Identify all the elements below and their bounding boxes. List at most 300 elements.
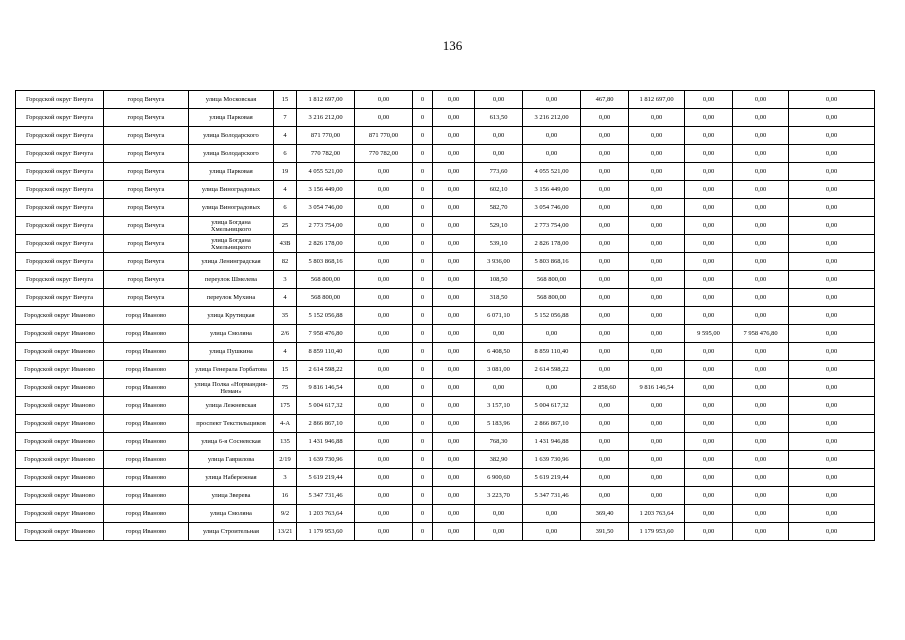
cell-cost-col-14: 0,00: [733, 181, 789, 199]
cell-cost-col-15: 0,00: [789, 307, 875, 325]
cell-house-number: 16: [274, 487, 297, 505]
cell-area-col-9: 6 900,60: [475, 469, 523, 487]
cell-municipality: Городской округ Вичуга: [16, 217, 104, 235]
cell-street: переулок Мухина: [189, 289, 274, 307]
cell-area-col-13: 0,00: [685, 307, 733, 325]
cell-cost-col-8: 0,00: [433, 523, 475, 541]
cell-area-col-11: 0,00: [581, 289, 629, 307]
cell-area-col-9: 3 081,00: [475, 361, 523, 379]
cell-cost-col-14: 0,00: [733, 235, 789, 253]
cell-area-col-9: 6 408,50: [475, 343, 523, 361]
cell-street: улица Полка «Нормандия-Неман»: [189, 379, 274, 397]
cell-cost-col-10: 0,00: [523, 91, 581, 109]
cell-cost-col-12: 0,00: [629, 235, 685, 253]
cell-count-col-7: 0: [413, 253, 433, 271]
cell-cost-col-12: 0,00: [629, 325, 685, 343]
cell-total-cost: 9 816 146,54: [297, 379, 355, 397]
table-row: [16, 109, 875, 127]
cell-cost-col-12: 0,00: [629, 469, 685, 487]
cell-count-col-7: 0: [413, 289, 433, 307]
cell-count-col-7: 0: [413, 127, 433, 145]
cell-cost-col-12: 0,00: [629, 181, 685, 199]
cell-cost-col-14: 0,00: [733, 433, 789, 451]
cell-street: улица Генерала Горбатова: [189, 361, 274, 379]
cell-locality: город Вичуга: [104, 127, 189, 145]
cell-cost-col-14: 0,00: [733, 451, 789, 469]
cell-count-col-7: 0: [413, 487, 433, 505]
cell-area-col-9: 6 071,10: [475, 307, 523, 325]
cell-cost-col-14: 0,00: [733, 199, 789, 217]
cell-cost-col-8: 0,00: [433, 505, 475, 523]
cell-cost-col-14: 0,00: [733, 307, 789, 325]
cell-area-col-13: 0,00: [685, 163, 733, 181]
cell-total-cost: 568 800,00: [297, 271, 355, 289]
cell-house-number: 43В: [274, 235, 297, 253]
cell-cost-col-12: 0,00: [629, 415, 685, 433]
cell-area-col-13: 0,00: [685, 379, 733, 397]
cell-area-col-13: 0,00: [685, 199, 733, 217]
cell-area-col-13: 0,00: [685, 397, 733, 415]
cell-municipality: Городской округ Иваново: [16, 343, 104, 361]
cell-cost-col-10: 1 431 946,88: [523, 433, 581, 451]
cell-cost-col-8: 0,00: [433, 433, 475, 451]
cell-street: проспект Текстильщиков: [189, 415, 274, 433]
cell-cost-col-6: 0,00: [355, 361, 413, 379]
cell-cost-col-12: 0,00: [629, 289, 685, 307]
cell-house-number: 4: [274, 343, 297, 361]
cell-area-col-13: 9 595,00: [685, 325, 733, 343]
cell-cost-col-15: 0,00: [789, 325, 875, 343]
cell-municipality: Городской округ Иваново: [16, 397, 104, 415]
cell-cost-col-15: 0,00: [789, 253, 875, 271]
cell-area-col-11: 0,00: [581, 487, 629, 505]
table-row: [16, 235, 875, 253]
cell-cost-col-6: 0,00: [355, 451, 413, 469]
cell-area-col-9: 3 223,70: [475, 487, 523, 505]
cell-cost-col-14: 0,00: [733, 379, 789, 397]
cell-cost-col-6: 0,00: [355, 343, 413, 361]
cell-cost-col-12: 0,00: [629, 199, 685, 217]
cell-municipality: Городской округ Вичуга: [16, 109, 104, 127]
cell-house-number: 25: [274, 217, 297, 235]
cell-cost-col-12: 0,00: [629, 451, 685, 469]
cell-cost-col-6: 0,00: [355, 433, 413, 451]
cell-total-cost: 770 782,00: [297, 145, 355, 163]
cell-street: улица Богдана Хмельницкого: [189, 217, 274, 235]
cell-cost-col-10: 8 859 110,40: [523, 343, 581, 361]
cell-cost-col-6: 0,00: [355, 217, 413, 235]
cell-cost-col-14: 0,00: [733, 505, 789, 523]
cell-municipality: Городской округ Иваново: [16, 487, 104, 505]
cell-area-col-11: 0,00: [581, 361, 629, 379]
cell-cost-col-12: 0,00: [629, 127, 685, 145]
table-row: [16, 199, 875, 217]
cell-cost-col-12: 0,00: [629, 361, 685, 379]
cell-cost-col-15: 0,00: [789, 127, 875, 145]
cell-area-col-11: 0,00: [581, 217, 629, 235]
cell-cost-col-6: 0,00: [355, 199, 413, 217]
table-row: [16, 217, 875, 235]
cell-street: улица Виноградовых: [189, 199, 274, 217]
cell-cost-col-6: 0,00: [355, 379, 413, 397]
cell-area-col-11: 0,00: [581, 109, 629, 127]
cell-area-col-9: 318,50: [475, 289, 523, 307]
cell-cost-col-14: 0,00: [733, 109, 789, 127]
cell-area-col-11: 0,00: [581, 163, 629, 181]
cell-street: улица Парковая: [189, 163, 274, 181]
cell-cost-col-14: 0,00: [733, 397, 789, 415]
cell-cost-col-15: 0,00: [789, 451, 875, 469]
cell-cost-col-8: 0,00: [433, 451, 475, 469]
cell-municipality: Городской округ Вичуга: [16, 235, 104, 253]
cell-cost-col-15: 0,00: [789, 361, 875, 379]
table-body: [16, 91, 875, 541]
table-row: [16, 307, 875, 325]
cell-house-number: 4: [274, 289, 297, 307]
cell-cost-col-6: 0,00: [355, 253, 413, 271]
cell-street: улица Набережная: [189, 469, 274, 487]
cell-area-col-11: 0,00: [581, 343, 629, 361]
cell-cost-col-8: 0,00: [433, 181, 475, 199]
table-row: [16, 289, 875, 307]
cell-locality: город Иваново: [104, 307, 189, 325]
cell-street: улица Смоляна: [189, 325, 274, 343]
cell-cost-col-6: 0,00: [355, 181, 413, 199]
cell-total-cost: 871 770,00: [297, 127, 355, 145]
cell-area-col-11: 0,00: [581, 415, 629, 433]
cell-area-col-11: 0,00: [581, 199, 629, 217]
cell-area-col-9: 382,90: [475, 451, 523, 469]
cell-area-col-13: 0,00: [685, 415, 733, 433]
cell-count-col-7: 0: [413, 91, 433, 109]
cell-total-cost: 5 619 219,44: [297, 469, 355, 487]
cell-locality: город Иваново: [104, 397, 189, 415]
cell-municipality: Городской округ Вичуга: [16, 145, 104, 163]
cell-cost-col-15: 0,00: [789, 163, 875, 181]
cell-area-col-11: 0,00: [581, 253, 629, 271]
cell-cost-col-10: 2 773 754,00: [523, 217, 581, 235]
cell-area-col-9: 0,00: [475, 523, 523, 541]
cell-municipality: Городской округ Иваново: [16, 451, 104, 469]
cell-area-col-11: 0,00: [581, 397, 629, 415]
cell-count-col-7: 0: [413, 181, 433, 199]
cell-cost-col-8: 0,00: [433, 271, 475, 289]
cell-locality: город Вичуга: [104, 145, 189, 163]
cell-count-col-7: 0: [413, 469, 433, 487]
cell-cost-col-6: 0,00: [355, 163, 413, 181]
cell-cost-col-14: 0,00: [733, 91, 789, 109]
housing-registry-table: [15, 90, 875, 541]
cell-house-number: 135: [274, 433, 297, 451]
cell-area-col-13: 0,00: [685, 487, 733, 505]
cell-count-col-7: 0: [413, 505, 433, 523]
cell-cost-col-6: 0,00: [355, 289, 413, 307]
cell-area-col-13: 0,00: [685, 145, 733, 163]
cell-area-col-11: 0,00: [581, 307, 629, 325]
cell-area-col-11: 0,00: [581, 451, 629, 469]
cell-area-col-11: 2 858,60: [581, 379, 629, 397]
cell-area-col-13: 0,00: [685, 235, 733, 253]
cell-cost-col-14: 0,00: [733, 487, 789, 505]
table-row: [16, 451, 875, 469]
cell-count-col-7: 0: [413, 343, 433, 361]
cell-cost-col-12: 0,00: [629, 397, 685, 415]
cell-municipality: Городской округ Вичуга: [16, 127, 104, 145]
cell-cost-col-8: 0,00: [433, 415, 475, 433]
cell-street: улица Володарского: [189, 127, 274, 145]
cell-count-col-7: 0: [413, 199, 433, 217]
cell-cost-col-6: 0,00: [355, 397, 413, 415]
cell-area-col-9: 3 936,00: [475, 253, 523, 271]
cell-area-col-11: 0,00: [581, 235, 629, 253]
cell-cost-col-15: 0,00: [789, 487, 875, 505]
cell-cost-col-12: 0,00: [629, 217, 685, 235]
cell-locality: город Вичуга: [104, 91, 189, 109]
cell-cost-col-14: 0,00: [733, 253, 789, 271]
cell-cost-col-14: 0,00: [733, 289, 789, 307]
cell-municipality: Городской округ Иваново: [16, 505, 104, 523]
cell-locality: город Иваново: [104, 451, 189, 469]
cell-area-col-11: 0,00: [581, 127, 629, 145]
cell-cost-col-8: 0,00: [433, 397, 475, 415]
cell-count-col-7: 0: [413, 433, 433, 451]
cell-total-cost: 5 347 731,46: [297, 487, 355, 505]
cell-cost-col-6: 0,00: [355, 109, 413, 127]
cell-area-col-9: 0,00: [475, 325, 523, 343]
cell-area-col-11: 0,00: [581, 271, 629, 289]
cell-count-col-7: 0: [413, 451, 433, 469]
cell-cost-col-6: 0,00: [355, 469, 413, 487]
cell-street: улица Московская: [189, 91, 274, 109]
cell-cost-col-6: 0,00: [355, 415, 413, 433]
cell-cost-col-14: 0,00: [733, 361, 789, 379]
cell-count-col-7: 0: [413, 325, 433, 343]
table-row: [16, 415, 875, 433]
cell-cost-col-10: 3 216 212,00: [523, 109, 581, 127]
cell-area-col-9: 3 157,10: [475, 397, 523, 415]
cell-area-col-11: 0,00: [581, 433, 629, 451]
cell-locality: город Вичуга: [104, 235, 189, 253]
cell-locality: город Вичуга: [104, 163, 189, 181]
cell-cost-col-12: 0,00: [629, 343, 685, 361]
cell-count-col-7: 0: [413, 145, 433, 163]
cell-street: улица Богдана Хмельницкого: [189, 235, 274, 253]
cell-cost-col-8: 0,00: [433, 361, 475, 379]
cell-total-cost: 3 156 449,00: [297, 181, 355, 199]
cell-area-col-11: 391,50: [581, 523, 629, 541]
cell-municipality: Городской округ Вичуга: [16, 199, 104, 217]
cell-locality: город Вичуга: [104, 253, 189, 271]
cell-cost-col-12: 0,00: [629, 145, 685, 163]
cell-cost-col-15: 0,00: [789, 199, 875, 217]
cell-cost-col-10: 1 639 730,96: [523, 451, 581, 469]
cell-cost-col-10: 568 800,00: [523, 289, 581, 307]
cell-street: улица Строительная: [189, 523, 274, 541]
cell-cost-col-10: 0,00: [523, 523, 581, 541]
cell-municipality: Городской округ Вичуга: [16, 181, 104, 199]
cell-cost-col-6: 0,00: [355, 487, 413, 505]
cell-house-number: 6: [274, 145, 297, 163]
cell-house-number: 6: [274, 199, 297, 217]
cell-total-cost: 5 004 617,32: [297, 397, 355, 415]
cell-count-col-7: 0: [413, 109, 433, 127]
table-row: [16, 397, 875, 415]
cell-count-col-7: 0: [413, 163, 433, 181]
cell-municipality: Городской округ Вичуга: [16, 271, 104, 289]
table-row: [16, 145, 875, 163]
cell-cost-col-10: 0,00: [523, 505, 581, 523]
cell-house-number: 9/2: [274, 505, 297, 523]
cell-locality: город Иваново: [104, 361, 189, 379]
cell-locality: город Вичуга: [104, 289, 189, 307]
cell-area-col-13: 0,00: [685, 271, 733, 289]
cell-cost-col-6: 0,00: [355, 505, 413, 523]
cell-count-col-7: 0: [413, 415, 433, 433]
table-row: [16, 469, 875, 487]
cell-cost-col-8: 0,00: [433, 379, 475, 397]
cell-cost-col-8: 0,00: [433, 127, 475, 145]
cell-cost-col-8: 0,00: [433, 253, 475, 271]
cell-cost-col-12: 0,00: [629, 109, 685, 127]
cell-total-cost: 2 773 754,00: [297, 217, 355, 235]
cell-municipality: Городской округ Иваново: [16, 379, 104, 397]
table-row: [16, 271, 875, 289]
cell-cost-col-8: 0,00: [433, 199, 475, 217]
cell-count-col-7: 0: [413, 217, 433, 235]
cell-area-col-11: 369,40: [581, 505, 629, 523]
table-row: [16, 433, 875, 451]
cell-cost-col-14: 0,00: [733, 469, 789, 487]
cell-area-col-11: 0,00: [581, 145, 629, 163]
cell-cost-col-10: 3 054 746,00: [523, 199, 581, 217]
cell-cost-col-12: 1 812 697,00: [629, 91, 685, 109]
cell-total-cost: 3 216 212,00: [297, 109, 355, 127]
cell-municipality: Городской округ Иваново: [16, 307, 104, 325]
cell-count-col-7: 0: [413, 523, 433, 541]
cell-street: улица Зверева: [189, 487, 274, 505]
cell-area-col-9: 539,10: [475, 235, 523, 253]
cell-area-col-11: 467,80: [581, 91, 629, 109]
table-row: [16, 379, 875, 397]
cell-cost-col-6: 770 782,00: [355, 145, 413, 163]
table-row: [16, 343, 875, 361]
cell-locality: город Иваново: [104, 487, 189, 505]
cell-house-number: 3: [274, 271, 297, 289]
cell-street: улица Крутицкая: [189, 307, 274, 325]
cell-count-col-7: 0: [413, 361, 433, 379]
cell-locality: город Вичуга: [104, 199, 189, 217]
cell-total-cost: 8 859 110,40: [297, 343, 355, 361]
cell-locality: город Вичуга: [104, 109, 189, 127]
cell-total-cost: 5 152 056,88: [297, 307, 355, 325]
cell-house-number: 4-А: [274, 415, 297, 433]
cell-cost-col-10: 5 619 219,44: [523, 469, 581, 487]
cell-locality: город Иваново: [104, 433, 189, 451]
cell-area-col-9: 773,60: [475, 163, 523, 181]
cell-house-number: 4: [274, 181, 297, 199]
cell-cost-col-14: 0,00: [733, 343, 789, 361]
cell-municipality: Городской округ Иваново: [16, 469, 104, 487]
cell-locality: город Вичуга: [104, 181, 189, 199]
cell-count-col-7: 0: [413, 271, 433, 289]
cell-area-col-13: 0,00: [685, 433, 733, 451]
cell-area-col-9: 5 183,96: [475, 415, 523, 433]
cell-total-cost: 1 639 730,96: [297, 451, 355, 469]
cell-cost-col-10: 4 055 521,00: [523, 163, 581, 181]
cell-municipality: Городской округ Вичуга: [16, 253, 104, 271]
cell-cost-col-8: 0,00: [433, 289, 475, 307]
cell-cost-col-10: 568 800,00: [523, 271, 581, 289]
cell-locality: город Иваново: [104, 505, 189, 523]
cell-cost-col-15: 0,00: [789, 433, 875, 451]
cell-locality: город Вичуга: [104, 217, 189, 235]
cell-total-cost: 3 054 746,00: [297, 199, 355, 217]
cell-house-number: 15: [274, 91, 297, 109]
cell-area-col-9: 582,70: [475, 199, 523, 217]
cell-cost-col-14: 0,00: [733, 127, 789, 145]
cell-cost-col-10: 5 803 868,16: [523, 253, 581, 271]
cell-cost-col-6: 0,00: [355, 271, 413, 289]
cell-total-cost: 2 614 598,22: [297, 361, 355, 379]
cell-house-number: 75: [274, 379, 297, 397]
cell-cost-col-12: 1 203 763,64: [629, 505, 685, 523]
cell-cost-col-10: 2 826 178,00: [523, 235, 581, 253]
cell-total-cost: 2 826 178,00: [297, 235, 355, 253]
cell-cost-col-12: 0,00: [629, 433, 685, 451]
cell-cost-col-12: 9 816 146,54: [629, 379, 685, 397]
table-row: [16, 253, 875, 271]
cell-area-col-9: 613,50: [475, 109, 523, 127]
cell-cost-col-14: 0,00: [733, 415, 789, 433]
cell-total-cost: 5 803 868,16: [297, 253, 355, 271]
cell-area-col-13: 0,00: [685, 91, 733, 109]
cell-cost-col-8: 0,00: [433, 217, 475, 235]
cell-cost-col-14: 0,00: [733, 523, 789, 541]
cell-total-cost: 4 055 521,00: [297, 163, 355, 181]
cell-area-col-13: 0,00: [685, 469, 733, 487]
cell-cost-col-8: 0,00: [433, 91, 475, 109]
cell-street: улица Лежневская: [189, 397, 274, 415]
table-row: [16, 325, 875, 343]
cell-street: улица Парковая: [189, 109, 274, 127]
cell-cost-col-8: 0,00: [433, 343, 475, 361]
table-row: [16, 181, 875, 199]
cell-house-number: 82: [274, 253, 297, 271]
cell-locality: город Иваново: [104, 469, 189, 487]
cell-cost-col-10: 0,00: [523, 127, 581, 145]
cell-house-number: 7: [274, 109, 297, 127]
cell-area-col-9: 602,10: [475, 181, 523, 199]
cell-cost-col-15: 0,00: [789, 415, 875, 433]
cell-cost-col-6: 0,00: [355, 325, 413, 343]
cell-area-col-13: 0,00: [685, 109, 733, 127]
cell-area-col-13: 0,00: [685, 361, 733, 379]
cell-area-col-11: 0,00: [581, 325, 629, 343]
cell-municipality: Городской округ Вичуга: [16, 91, 104, 109]
cell-area-col-9: 0,00: [475, 505, 523, 523]
cell-locality: город Вичуга: [104, 271, 189, 289]
cell-cost-col-14: 7 958 476,80: [733, 325, 789, 343]
cell-total-cost: 1 203 763,64: [297, 505, 355, 523]
cell-cost-col-14: 0,00: [733, 163, 789, 181]
cell-cost-col-6: 0,00: [355, 91, 413, 109]
cell-locality: город Иваново: [104, 523, 189, 541]
cell-cost-col-15: 0,00: [789, 505, 875, 523]
cell-cost-col-8: 0,00: [433, 109, 475, 127]
cell-cost-col-15: 0,00: [789, 289, 875, 307]
cell-locality: город Иваново: [104, 415, 189, 433]
cell-street: улица Гаврилова: [189, 451, 274, 469]
